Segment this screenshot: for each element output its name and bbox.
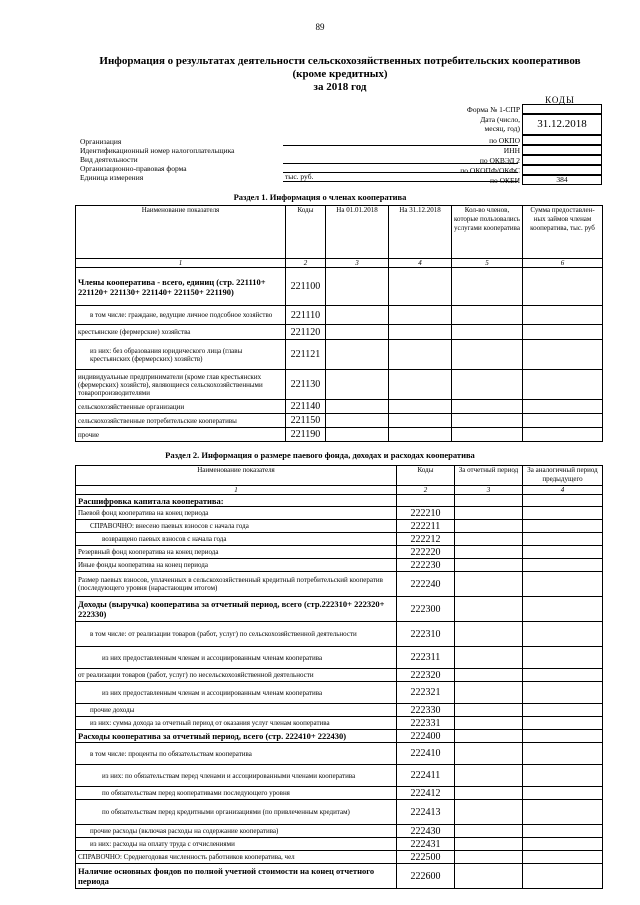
cell-input[interactable] [455,533,523,546]
unit-label: Единица измерения [80,173,144,182]
row-code: 222310 [397,622,455,647]
row-code: 222212 [397,533,455,546]
report-period: за 2018 год [313,81,367,93]
cell-input[interactable] [523,306,603,325]
cell-input[interactable] [523,622,603,647]
cell-input[interactable] [455,864,523,889]
row-code: 222211 [397,520,455,533]
row-label: прочие расходы (включая расходы на содержание кооператива) [76,825,397,838]
cell-input[interactable] [455,851,523,864]
table-row [76,520,603,533]
row-code: 222500 [397,851,455,864]
row-code: 222230 [397,559,455,572]
row-code: 221190 [286,428,326,442]
cell-input[interactable] [523,704,603,717]
table-row [76,743,603,765]
cell-input[interactable] [455,730,523,743]
cell-input[interactable] [455,546,523,559]
s1-header-loans-sum: Сумма предоставлен-ных займов членам кооператива, тыс. руб [523,206,603,259]
cell-input[interactable] [389,340,452,370]
row-label: из них: расходы на оплату труда с отчислениями [76,838,397,851]
row-label: сельскохозяйственные организации [76,400,286,414]
row-label: Размер паевых взносов, уплаченных в сельскохозяйственный кредитный потребительский кооператив (последующего уровня (нарастающим итогом) [76,572,397,597]
s1-colnum: 1 [76,259,286,268]
row-code: 221120 [286,325,326,340]
codes-header: КОДЫ [545,95,575,105]
cell-input[interactable] [523,414,603,428]
table-row [76,414,603,428]
s1-header-start: На 01.01.2018 [326,206,389,259]
cell-input[interactable] [455,495,523,507]
row-label: из них: по обязательствам перед членами и ассоциированными членами кооператива [76,765,397,787]
cell-input[interactable] [326,400,389,414]
row-label: из них: без образования юридического лица (главы крестьянских (фермерских) хозяйств) [76,340,286,370]
cell-input[interactable] [455,743,523,765]
s2-header-name: Наименование показателя [76,466,397,486]
cell-input[interactable] [523,730,603,743]
organization-field[interactable] [283,137,518,146]
table-row [76,800,603,825]
table-row [76,400,603,414]
cell-input[interactable] [523,765,603,787]
cell-input[interactable] [523,428,603,442]
report-subtitle: (кроме кредитных) [292,68,388,80]
row-label: в том числе: проценты по обязательствам кооператива [76,743,397,765]
cell-input[interactable] [523,825,603,838]
cell-input[interactable] [523,559,603,572]
okpo-box[interactable] [522,135,602,145]
table-row [76,572,603,597]
cell-input[interactable] [523,669,603,682]
cell-input[interactable] [523,370,603,400]
table-row [76,546,603,559]
s1-colnum: 2 [286,259,326,268]
cell-input[interactable] [389,325,452,340]
table-row [76,669,603,682]
row-label: сельскохозяйственные потребительские кооперативы [76,414,286,428]
table-row [76,838,603,851]
table-row [76,622,603,647]
cell-input[interactable] [452,428,523,442]
cell-input[interactable] [326,414,389,428]
row-code: 221110 [286,306,326,325]
row-label: прочие [76,428,286,442]
row-label: в том числе: граждане, ведущие личное подсобное хозяйство [76,306,286,325]
page-number: 89 [315,22,325,32]
section2-number-row [76,486,603,495]
s2-colnum: 2 [397,486,455,495]
row-label: Члены кооператива - всего, единиц (стр. 221110+ 221120+ 221130+ 221140+ 221150+ 221190) [76,268,286,306]
row-label: из них предоставленным членам и ассоциированным членам кооператива [76,682,397,704]
okei-label: по ОКЕИ [489,176,520,185]
table-row [76,730,603,743]
cell-input[interactable] [452,414,523,428]
cell-input[interactable] [523,597,603,622]
cell-input[interactable] [455,717,523,730]
cell-input[interactable] [523,647,603,669]
s2-colnum: 3 [455,486,523,495]
cell-input[interactable] [452,325,523,340]
row-code: 222413 [397,800,455,825]
row-code: 221130 [286,370,326,400]
row-label: из них: сумма дохода за отчетный период от оказания услуг членам кооператива [76,717,397,730]
legal-form-label: Организационно-правовая форма [80,164,187,173]
cell-input[interactable] [455,825,523,838]
cell-input[interactable] [523,400,603,414]
table-row [76,370,603,400]
row-code: 221100 [286,268,326,306]
row-code: 222240 [397,572,455,597]
row-code: 222410 [397,743,455,765]
row-code: 222321 [397,682,455,704]
cell-input[interactable] [523,743,603,765]
cell-input[interactable] [455,765,523,787]
form-code-box [522,104,602,114]
section1-header-row [76,206,603,259]
row-label: прочие доходы [76,704,397,717]
cell-input[interactable] [326,428,389,442]
table-row [76,428,603,442]
row-code: 222600 [397,864,455,889]
cell-input[interactable] [523,325,603,340]
cell-input[interactable] [523,864,603,889]
table-row [76,507,603,520]
date-label-2: месяц, год) [484,124,520,133]
row-code: 221140 [286,400,326,414]
cell-input[interactable] [389,428,452,442]
section1-table [75,205,603,442]
row-label: индивидуальные предприниматели (кроме глав крестьянских (фермерских) хозяйств), являющиеся сельскохозяйственными товаропроизводителями [76,370,286,400]
okopf-label: по ОКОПФ/ОКФС [460,166,520,175]
row-code: 222320 [397,669,455,682]
cell-input[interactable] [455,597,523,622]
row-label: из них предоставленным членам и ассоциированным членам кооператива [76,647,397,669]
s1-colnum: 3 [326,259,389,268]
date-label-1: Дата (число, [480,115,520,124]
s1-colnum: 6 [523,259,603,268]
row-label: по обязательствам перед кооперативами последующего уровня [76,787,397,800]
report-title: Информация о результатах деятельности сельскохозяйственных потребительских кооперативов [99,55,581,67]
s2-colnum: 1 [76,486,397,495]
cell-input[interactable] [389,306,452,325]
section1-title: Раздел 1. Информация о членах кооператива [233,192,407,202]
cell-input[interactable] [389,268,452,306]
cell-input[interactable] [523,546,603,559]
row-label: по обязательствам перед кредитными организациями (по привлеченным кредитам) [76,800,397,825]
row-label: Резервный фонд кооператива на конец периода [76,546,397,559]
cell-input[interactable] [523,800,603,825]
row-code: 222330 [397,704,455,717]
inn-box[interactable] [522,145,602,155]
okved-box[interactable] [522,155,602,165]
table-row [76,787,603,800]
cell-input[interactable] [523,572,603,597]
cell-input[interactable] [523,340,603,370]
okved-label: по ОКВЭД 2 [479,156,520,165]
table-row [76,864,603,889]
cell-input[interactable] [455,704,523,717]
row-code: 222411 [397,765,455,787]
row-label: СПРАВОЧНО: Среднегодовая численность работников кооператива, чел [76,851,397,864]
okopf-box[interactable] [522,165,602,175]
table-row [76,851,603,864]
row-code: 222400 [397,730,455,743]
cell-input[interactable] [389,400,452,414]
cell-input[interactable] [455,787,523,800]
row-label: Расшифровка капитала кооператива: [76,495,397,507]
cell-input[interactable] [523,851,603,864]
section2-header-row [76,466,603,486]
cell-input[interactable] [523,507,603,520]
s2-header-current: За отчетный период [455,466,523,486]
row-label: от реализации товаров (работ, услуг) по несельскохозяйственной деятельности [76,669,397,682]
table-row [76,340,603,370]
cell-input[interactable] [326,325,389,340]
activity-field[interactable] [283,155,518,164]
row-code: 222431 [397,838,455,851]
table-row [76,682,603,704]
row-code: 222300 [397,597,455,622]
organization-label: Организация [80,137,122,146]
table-row [76,717,603,730]
cell-input[interactable] [326,268,389,306]
row-label: Иные фонды кооператива на конец периода [76,559,397,572]
table-row [76,765,603,787]
form-label: Форма № 1-СПР [466,105,520,114]
row-code: 221121 [286,340,326,370]
cell-input[interactable] [452,268,523,306]
cell-input[interactable] [455,838,523,851]
cell-input[interactable] [455,647,523,669]
table-row [76,495,603,507]
cell-input[interactable] [523,268,603,306]
row-code: 222430 [397,825,455,838]
table-row [76,704,603,717]
legal-form-field[interactable] [283,164,518,173]
taxpayer-id-label: Идентификационный номер налогоплательщика [80,146,235,155]
table-row [76,825,603,838]
date-value[interactable]: 31.12.2018 [522,114,602,135]
row-code: 222331 [397,717,455,730]
s1-header-end: На 31.12.2018 [389,206,452,259]
row-code: 222210 [397,507,455,520]
cell-input[interactable] [455,520,523,533]
s2-header-code: Коды [397,466,455,486]
cell-input[interactable] [455,800,523,825]
row-code: 222220 [397,546,455,559]
okei-value[interactable]: 384 [522,175,602,185]
activity-label: Вид деятельности [80,155,138,164]
cell-input[interactable] [455,622,523,647]
cell-input[interactable] [523,787,603,800]
cell-input[interactable] [455,572,523,597]
row-label: СПРАВОЧНО: внесено паевых взносов с начала года [76,520,397,533]
cell-input[interactable] [452,306,523,325]
s2-colnum: 4 [523,486,603,495]
row-label: крестьянские (фермерские) хозяйства [76,325,286,340]
cell-input[interactable] [326,370,389,400]
table-row [76,597,603,622]
cell-input[interactable] [523,495,603,507]
s1-colnum: 5 [452,259,523,268]
row-label: Расходы кооператива за отчетный период, всего (стр. 222410+ 222430) [76,730,397,743]
s1-header-code: Коды [286,206,326,259]
cell-input[interactable] [452,400,523,414]
okpo-label: по ОКПО [489,136,520,145]
cell-input[interactable] [523,838,603,851]
cell-input[interactable] [523,717,603,730]
row-label: Доходы (выручка) кооператива за отчетный период, всего (стр.222310+ 222320+ 222330) [76,597,397,622]
cell-input[interactable] [523,682,603,704]
inn-label: ИНН [503,146,520,155]
cell-input[interactable] [455,559,523,572]
row-label: возвращено паевых взносов с начала года [76,533,397,546]
row-code: 222311 [397,647,455,669]
unit-value: тыс. руб. [285,172,314,181]
cell-input[interactable] [326,306,389,325]
table-row [76,559,603,572]
cell-input[interactable] [326,340,389,370]
section2-title: Раздел 2. Информация о размере паевого фонда, доходах и расходах кооператива [165,450,475,460]
cell-input[interactable] [455,507,523,520]
row-code: 222412 [397,787,455,800]
row-code [397,495,455,507]
s2-header-previous: За аналогичный период предыдущего [523,466,603,486]
cell-input[interactable] [452,370,523,400]
cell-input[interactable] [455,682,523,704]
table-row [76,268,603,306]
table-row [76,647,603,669]
cell-input[interactable] [452,340,523,370]
cell-input[interactable] [389,370,452,400]
section2-table [75,465,603,889]
cell-input[interactable] [523,533,603,546]
row-code: 221150 [286,414,326,428]
s1-colnum: 4 [389,259,452,268]
table-row [76,533,603,546]
cell-input[interactable] [523,520,603,533]
cell-input[interactable] [389,414,452,428]
cell-input[interactable] [455,669,523,682]
table-row [76,325,603,340]
section1-number-row [76,259,603,268]
s1-header-members-count: Кол-во членов, которые пользовались услугами кооператива [452,206,523,259]
s1-header-name: Наименование показателя [76,206,286,259]
unit-field[interactable] [283,173,518,182]
row-label: Паевой фонд кооператива на конец периода [76,507,397,520]
row-label: в том числе: от реализации товаров (работ, услуг) по сельскохозяйственной деятельности [76,622,397,647]
row-label: Наличие основных фондов по полной учетной стоимости на конец отчетного периода [76,864,397,889]
table-row [76,306,603,325]
